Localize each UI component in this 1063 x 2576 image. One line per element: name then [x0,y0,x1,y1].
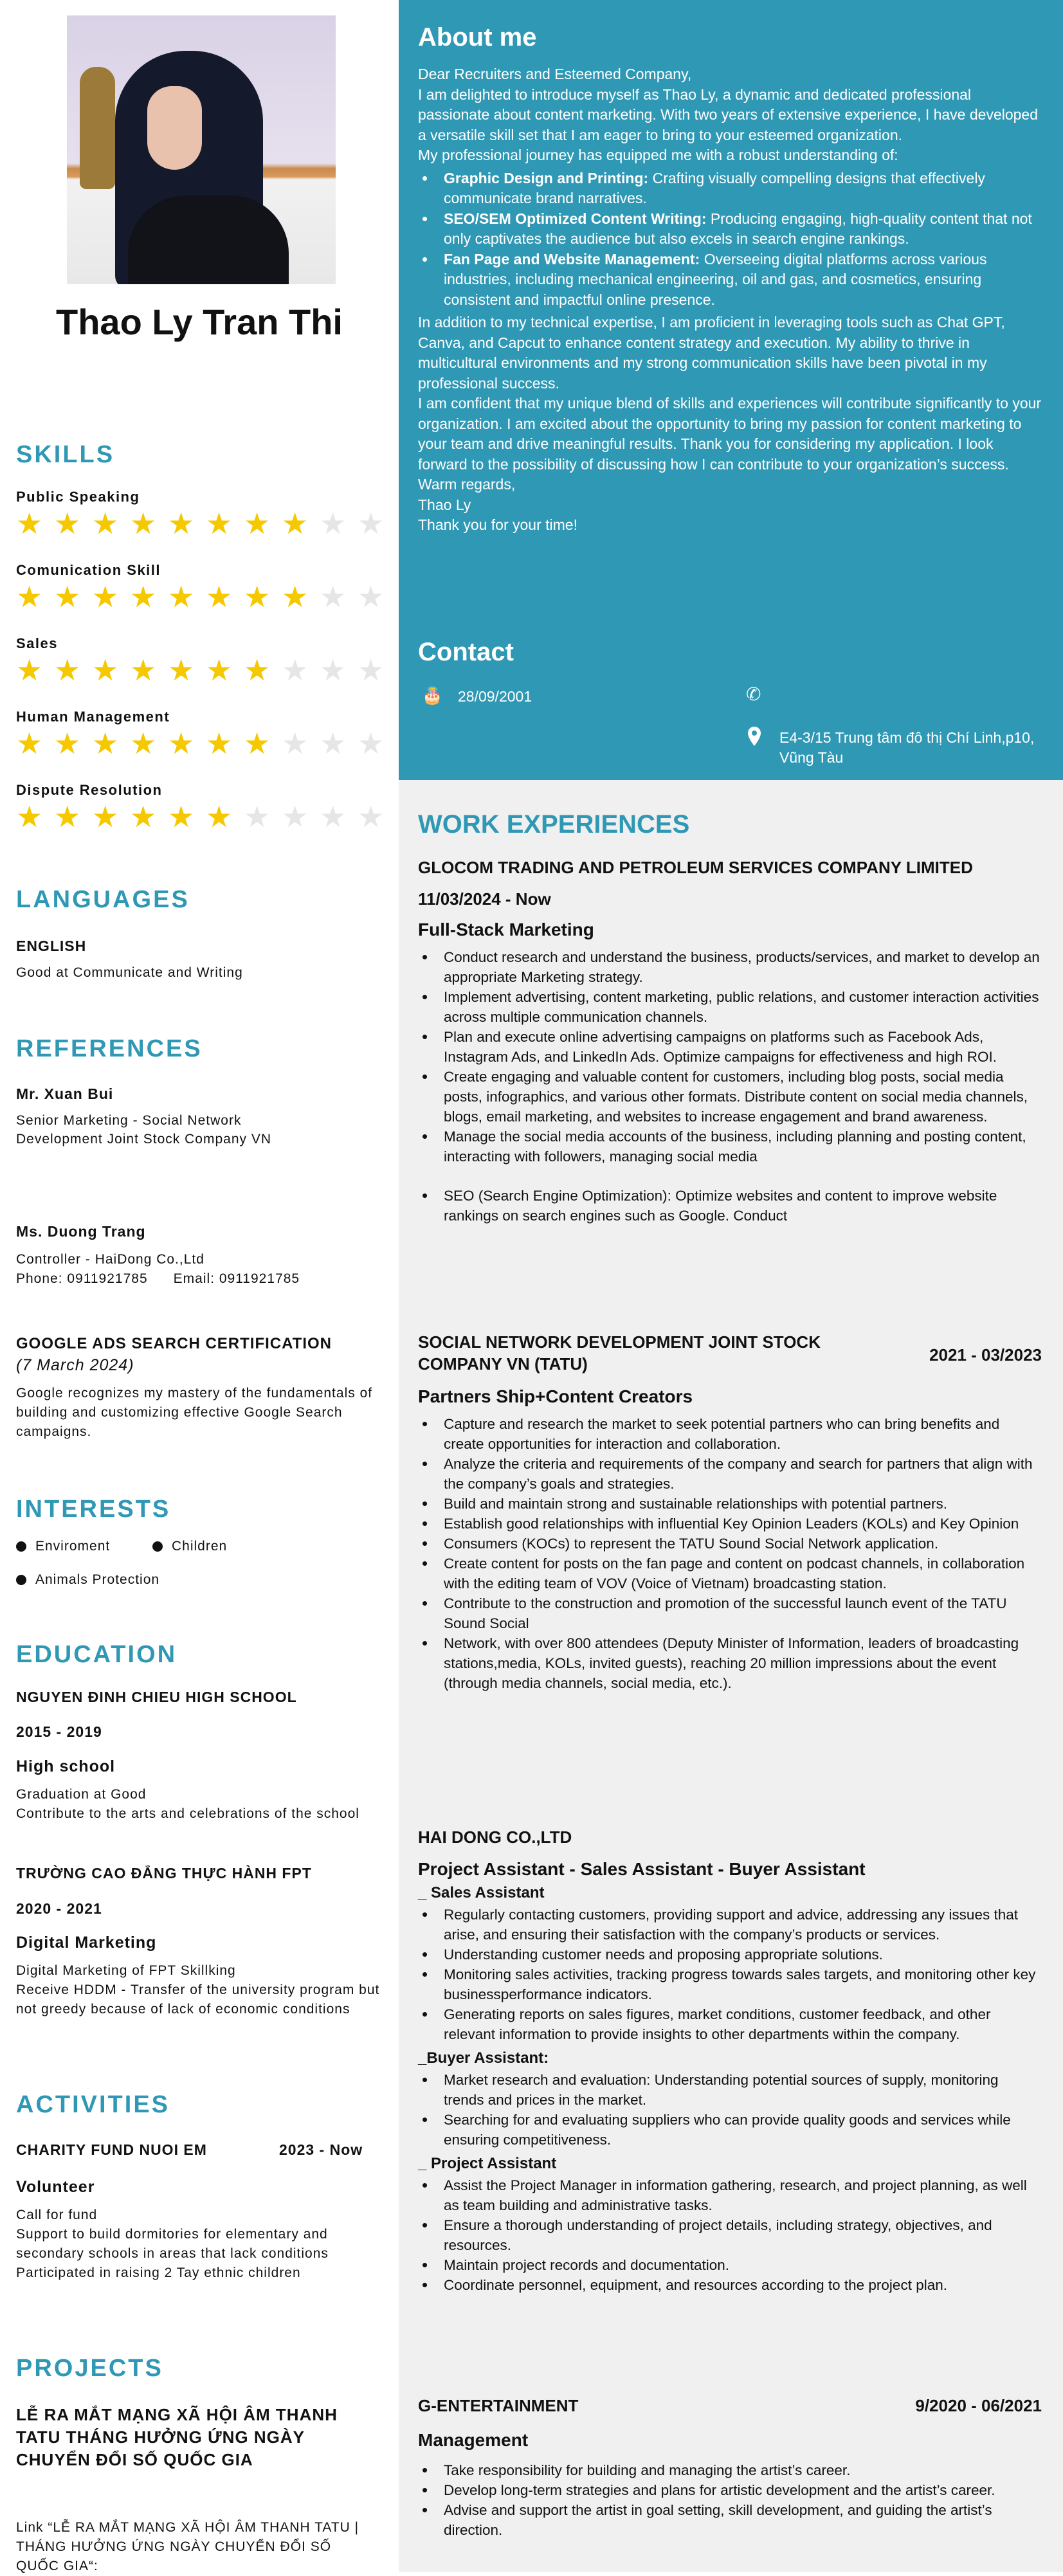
school-degree: Digital Marketing [16,1934,157,1952]
job-bullet: • Plan and execute online advertising campaigns on platforms such as Facebook Ads, Instagram Ads, and LinkedIn Ads. Optimize campaigns for effectiveness and high ROI. [418,1027,1042,1067]
candidate-name: Thao Ly Tran Thi [56,302,343,342]
skill-label: Comunication Skill [16,562,161,578]
star-filled-icon: ★ [244,580,271,613]
star-empty-icon: ★ [358,507,385,540]
job-bullets [418,2070,1042,2150]
work-title: WORK EXPERIENCES [418,810,690,839]
school-desc-line: Digital Marketing of FPT Skillking [16,1963,236,1978]
star-filled-icon: ★ [206,580,233,613]
about-closing [418,313,1042,536]
star-filled-icon: ★ [244,507,271,540]
job-bullet: • Contribute to the construction and promotion of the successful launch event of the TATU Sound Social [418,1593,1042,1633]
activities-title: ACTIVITIES [16,2091,170,2118]
job-dates: 2021 - 03/2023 [929,1345,1042,1365]
about-bullet-text: Overseeing digital platforms across various industries, including mechanical engineering, oil and gas, and cosmetics, ensuring consistent and impactful online presence. [444,250,987,308]
star-empty-icon: ★ [358,580,385,613]
star-empty-icon: ★ [320,653,347,687]
certification-desc: Google recognizes my mastery of the fundamentals of building and customizing effective Google Search campaigns. [16,1386,373,1439]
activity-dates: 2023 - Now [279,2141,363,2158]
star-filled-icon: ★ [168,580,195,613]
about-bullet-text: Producing engaging, high-quality content that not only captivates the audience but also excels in search engine rankings. [444,210,1032,247]
job-bullet: • Manage the social media accounts of the business, including planning and posting content, interacting with followers, managing social media [418,1127,1042,1166]
star-filled-icon: ★ [282,507,309,540]
job-bullets [418,1905,1042,2044]
star-empty-icon: ★ [320,507,347,540]
job-bullet: • Ensure a thorough understanding of project details, including strategy, objectives, and resources. [418,2215,1042,2255]
star-filled-icon: ★ [130,653,157,687]
reference-position: Senior Marketing - Social Network [16,1113,242,1128]
interest-item [152,1537,345,1556]
star-filled-icon: ★ [16,580,43,613]
star-filled-icon: ★ [54,800,81,833]
star-empty-icon: ★ [358,653,385,687]
reference-company: Development Joint Stock Company VN [16,1132,271,1147]
job-bullet: • Create content for posts on the fan page and content on podcast channels, in collaboration with the editing team of VOV (Voice of Vietnam) broadcasting station. [418,1554,1042,1593]
activity-desc-line: Participated in raising 2 Tay ethnic children [16,2265,301,2280]
star-empty-icon: ★ [244,800,271,833]
education-title: EDUCATION [16,1641,177,1668]
star-empty-icon: ★ [358,727,385,760]
star-filled-icon: ★ [282,580,309,613]
skill-rating [16,508,395,539]
job-company: G-ENTERTAINMENT [418,2396,579,2415]
skill-rating [16,581,395,612]
job-bullet: • Searching for and evaluating suppliers who can provide quality goods and services while ensuring competitiveness. [418,2110,1042,2150]
star-filled-icon: ★ [130,507,157,540]
language-desc: Good at Communicate and Writing [16,965,243,980]
activity-desc [16,2206,389,2283]
school-desc-line: Graduation at Good [16,1787,147,1802]
skill-item [16,562,395,635]
skill-item [16,489,395,562]
school-desc [16,1785,389,1824]
skill-item [16,635,395,709]
job-bullet: • Market research and evaluation: Understanding potential sources of supply, monitoring trends and prices in the market. [418,2070,1042,2110]
job-bullet: • Build and maintain strong and sustainable relationships with potential partners. [418,1494,1042,1514]
skill-label: Human Management [16,709,170,725]
reference-details [16,1250,389,1285]
reference-name: Ms. Duong Trang [16,1223,146,1240]
job-bullet: • Analyze the criteria and requirements of the company and search for partners that align with the company’s goals and strategies. [418,1454,1042,1494]
school-name: NGUYEN ĐINH CHIEU HIGH SCHOOL [16,1689,297,1705]
star-filled-icon: ★ [168,800,195,833]
reference-name: Mr. Xuan Bui [16,1085,114,1102]
activity-desc-line: Call for fund [16,2208,98,2222]
star-filled-icon: ★ [16,653,43,687]
skills-title: SKILLS [16,441,115,468]
job-bullet: • Conduct research and understand the business, products/services, and market to develop an appropriate Marketing strategy. [418,947,1042,987]
school-desc [16,1961,389,2019]
language-name: ENGLISH [16,938,87,954]
about-bullet [418,249,1042,311]
star-filled-icon: ★ [16,800,43,833]
job-bullets [418,1414,1042,1693]
job-dates: 11/03/2024 - Now [418,889,551,909]
job-bullet: • Capture and research the market to seek potential partners who can bring benefits and create opportunities for interaction and collaboration. [418,1414,1042,1454]
job-role: Management [418,2430,529,2450]
school-desc-line: Contribute to the arts and celebrations of the school [16,1806,359,1821]
job-dates: 9/2020 - 06/2021 [915,2396,1042,2415]
interest-label: Animals Protection [35,1572,160,1587]
projects-title: PROJECTS [16,2355,163,2382]
certification-title: GOOGLE ADS SEARCH CERTIFICATION [16,1335,332,1352]
profile-photo [67,15,336,284]
about-bullet-text: Crafting visually compelling designs that effectively communicate brand narratives. [444,169,985,206]
job-bullet: • Network, with over 800 attendees (Deputy Minister of Information, leaders of broadcasting stations,media, KOLs, invited guests), reaching 20 million impressions about the event (through media channels, social media, etc.). [418,1633,1042,1693]
star-filled-icon: ★ [244,653,271,687]
skill-rating [16,655,395,685]
star-filled-icon: ★ [168,653,195,687]
skill-label: Dispute Resolution [16,782,163,798]
skill-item [16,782,395,855]
contact-birthday: 28/09/2001 [458,688,532,705]
languages-title: LANGUAGES [16,886,190,913]
interest-item [16,1570,389,1590]
about-bullet-lead: Fan Page and Website Management: [444,250,700,268]
school-years: 2015 - 2019 [16,1723,102,1740]
job-bullet: • Establish good relationships with influential Key Opinion Leaders (KOLs) and Key Opinion [418,1514,1042,1534]
job-bullet: • Develop long-term strategies and plans for artistic development and the artist’s career. [418,2480,1042,2500]
contact-title: Contact [418,638,514,666]
star-filled-icon: ★ [92,580,119,613]
school-desc-line: Receive HDDM - Transfer of the university program but not greedy because of lack of economic conditions [16,1982,380,2017]
reference-details [16,1111,389,1148]
star-empty-icon: ★ [282,653,309,687]
job-bullet: • Maintain project records and documentation. [418,2255,1042,2275]
star-filled-icon: ★ [130,727,157,760]
interest-label: Enviroment [35,1539,111,1554]
job-bullet: • Take responsibility for building and managing the artist’s career. [418,2460,1042,2480]
about-bullet-lead: SEO/SEM Optimized Content Writing: [444,210,707,227]
star-filled-icon: ★ [92,727,119,760]
about-paragraph: In addition to my technical expertise, I am proficient in leveraging tools such as Chat GPT, Canva, and Capcut to enhance content strategy and execution. My ability to thrive in multicultural environments and my strong communication skills have been pivotal in my professional success. [418,314,1005,392]
star-empty-icon: ★ [282,727,309,760]
school-degree: High school [16,1757,116,1775]
job-bullets [418,947,1042,1279]
about-skills-list [418,168,1042,311]
star-filled-icon: ★ [54,727,81,760]
star-filled-icon: ★ [54,653,81,687]
job-haidong [418,1828,1042,2298]
contact-address: E4-3/15 Trung tâm đô thị Chí Linh,p10, Vũng Tàu [779,729,1035,766]
reference-position: Controller - HaiDong Co.,Ltd [16,1252,204,1267]
about-paragraph: I am confident that my unique blend of skills and experiences will contribute significantly to your organization. I am excited about the opportunity to bring my passion for content marketing to your team and drive meaningful results. Thank you for considering my application. I look forward to the possibility of discussing how I can contribute to your organization’s success. [418,395,1042,473]
star-empty-icon: ★ [320,800,347,833]
job-subheading: _Buyer Assistant: [418,2049,549,2067]
job-company: SOCIAL NETWORK DEVELOPMENT JOINT STOCK COMPANY VN (TATU) [418,1332,821,1374]
job-company: HAI DONG CO.,LTD [418,1828,572,1847]
about-paragraph: Warm regards, [418,476,516,493]
activity-org: CHARITY FUND NUOI EM [16,2141,207,2158]
references-title: REFERENCES [16,1035,203,1062]
about-paragraph: My professional journey has equipped me with a robust understanding of: [418,147,898,163]
reference-email: Email: 0911921785 [173,1271,300,1285]
star-filled-icon: ★ [206,727,233,760]
star-empty-icon: ★ [282,800,309,833]
about-body [418,64,1042,536]
job-bullets [418,2460,1042,2540]
star-filled-icon: ★ [168,727,195,760]
star-filled-icon: ★ [168,507,195,540]
location-pin-icon [748,727,761,750]
activity-desc-line: Support to build dormitories for elementary and secondary schools in areas that lack conditions [16,2227,329,2261]
interests-title: INTERESTS [16,1496,171,1523]
project-link[interactable]: Link “LỄ RA MẮT MẠNG XÃ HỘI ÂM THANH TATU | THÁNG HƯỞNG ỨNG NGÀY CHUYỂN ĐỔI SỐ QUỐC GIA“: [16,2520,359,2573]
certification-date: (7 March 2024) [16,1356,134,1374]
job-bullet: • Regularly contacting customers, providing support and advice, addressing any issues that arise, and ensuring their satisfaction with the company’s products or services. [418,1905,1042,1945]
star-filled-icon: ★ [206,800,233,833]
star-filled-icon: ★ [206,507,233,540]
job-bullet: • Generating reports on sales figures, market conditions, customer feedback, and other relevant information to provide insights to other departments within the company. [418,2004,1042,2044]
job-role: Partners Ship+Content Creators [418,1386,693,1406]
star-empty-icon: ★ [358,800,385,833]
birthday-cake-icon: 🎂 [422,685,443,705]
star-filled-icon: ★ [92,653,119,687]
job-bullet: • Implement advertising, content marketing, public relations, and customer interaction activities across multiple communication channels. [418,987,1042,1027]
skill-item [16,709,395,782]
job-subheading: _ Sales Assistant [418,1884,545,1901]
star-filled-icon: ★ [54,580,81,613]
skill-label: Sales [16,635,58,651]
star-filled-icon: ★ [130,800,157,833]
skill-rating [16,728,395,759]
about-bullet [418,168,1042,209]
star-filled-icon: ★ [92,507,119,540]
job-tatu [418,1331,1042,1693]
about-paragraph: Thao Ly [418,496,471,513]
about-bullet [418,209,1042,249]
reference-phone: Phone: 0911921785 [16,1271,148,1285]
job-bullets [418,2175,1042,2295]
job-company: GLOCOM TRADING AND PETROLEUM SERVICES COMPANY LIMITED [418,858,973,877]
about-bullet-lead: Graphic Design and Printing: [444,169,649,186]
project-name: LỄ RA MẮT MẠNG XÃ HỘI ÂM THANH TATU THÁNG HƯỞNG ỨNG NGÀY CHUYỂN ĐỔI SỐ QUỐC GIA [16,2405,338,2469]
job-bullet: • Coordinate personnel, equipment, and resources according to the project plan. [418,2275,1042,2295]
star-filled-icon: ★ [54,507,81,540]
about-paragraph: Thank you for your time! [418,516,577,533]
job-subheading: _ Project Assistant [418,2155,557,2172]
interest-label: Children [172,1539,228,1554]
job-role: Full-Stack Marketing [418,920,594,939]
phone-icon: ✆ [746,684,761,704]
star-filled-icon: ★ [92,800,119,833]
star-filled-icon: ★ [16,507,43,540]
job-bullet: • Consumers (KOCs) to represent the TATU Sound Social Network application. [418,1534,1042,1554]
job-bullet: • Advise and support the artist in goal setting, skill development, and guiding the artist’s direction. [418,2500,1042,2540]
job-bullet: • Create engaging and valuable content for customers, including blog posts, social media posts, infographics, and various other formats. Distribute content on social media channels, blogs, email marketing, and websites to increase engagement and brand awareness. [418,1067,1042,1127]
job-glocom [418,858,1042,1279]
job-groups [418,1882,1042,2295]
activity-role: Volunteer [16,2178,95,2196]
about-paragraph: I am delighted to introduce myself as Thao Ly, a dynamic and dedicated professional passionate about content marketing. With two years of extensive experience, I have developed a versatile skill set that I am eager to bring to your esteemed organization. [418,86,1039,143]
school-years: 2020 - 2021 [16,1900,102,1917]
star-filled-icon: ★ [244,727,271,760]
job-bullet: • Monitoring sales activities, tracking progress towards sales targets, and monitoring other key businessperformance indicators. [418,1964,1042,2004]
star-filled-icon: ★ [130,580,157,613]
star-filled-icon: ★ [206,653,233,687]
star-empty-icon: ★ [320,580,347,613]
job-bullet: • SEO (Search Engine Optimization): Optimize websites and content to improve website rankings on search engines such as Google. Conduct [418,1186,1042,1226]
about-title: About me [418,23,537,51]
skill-rating [16,801,395,832]
job-gentertainment [418,2396,1042,2540]
about-paragraph: Dear Recruiters and Esteemed Company, [418,66,692,82]
skill-label: Public Speaking [16,489,140,505]
star-empty-icon: ★ [320,727,347,760]
job-bullet: • Understanding customer needs and proposing appropriate solutions. [418,1945,1042,1964]
job-role: Project Assistant - Sales Assistant - Buyer Assistant [418,1859,866,1879]
school-name: TRƯỜNG CAO ĐẲNG THỰC HÀNH FPT [16,1865,312,1882]
star-filled-icon: ★ [16,727,43,760]
job-bullet: • Assist the Project Manager in information gathering, research, and project planning, as well as team building and administrative tasks. [418,2175,1042,2215]
